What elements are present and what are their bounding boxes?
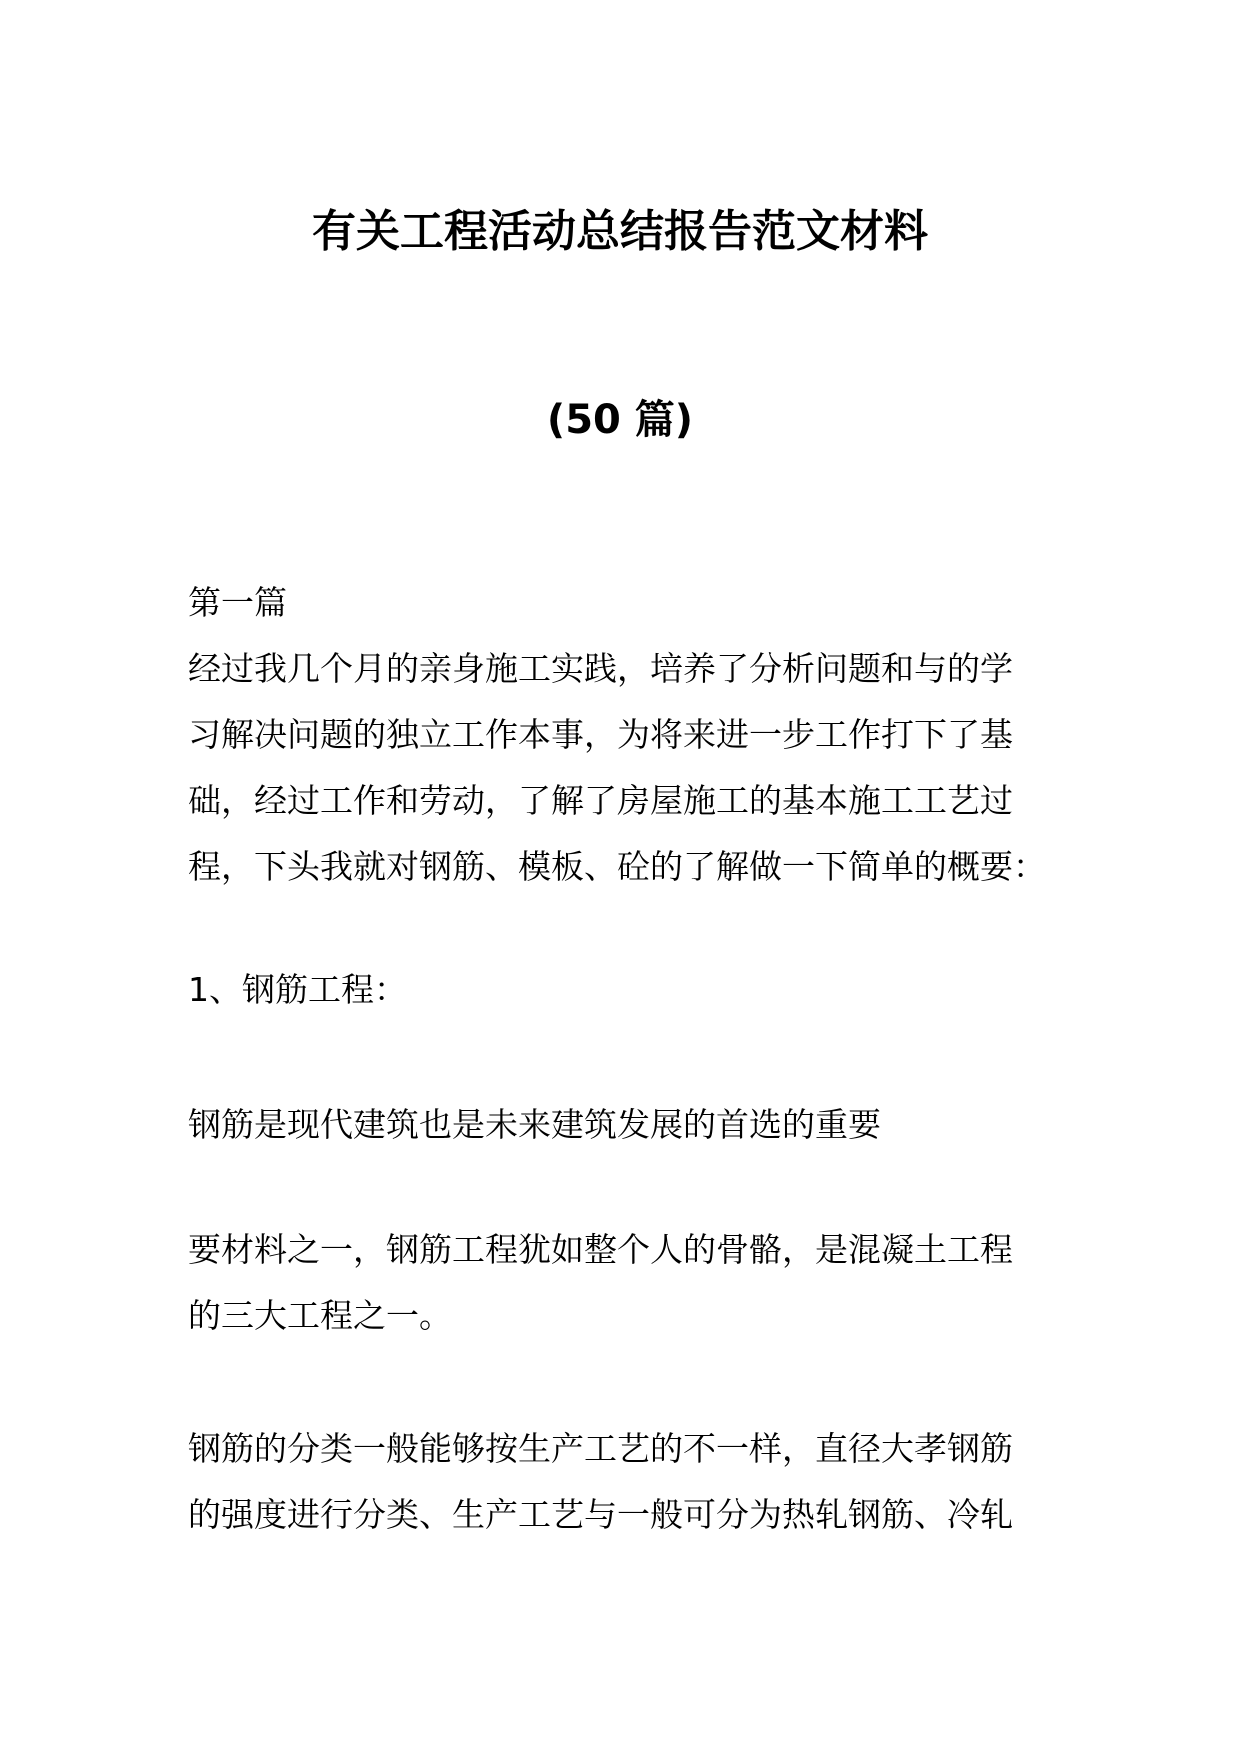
paragraph-line: 程，下头我就对钢筋、模板、砼的了解做一下简单的概要： — [188, 847, 1046, 886]
paragraph — [188, 1416, 1058, 1548]
paragraph-line: 钢筋是现代建筑也是未来建筑发展的首选的重要 — [188, 1105, 881, 1144]
paragraph-line: 要材料之一，钢筋工程犹如整个人的骨骼，是混凝土工程 — [188, 1230, 1013, 1269]
subheading-text: 1、钢筋工程： — [188, 970, 407, 1009]
subheading-rebar — [188, 957, 1058, 1023]
document-subtitle: (50 篇) — [546, 397, 694, 443]
paragraph-line: 的强度进行分类、生产工艺与一般可分为热轧钢筋、冷轧 — [188, 1495, 1013, 1534]
paragraph-line: 础，经过工作和劳动，了解了房屋施工的基本施工工艺过 — [188, 781, 1013, 820]
paragraph-line: 经过我几个月的亲身施工实践，培养了分析问题和与的学 — [188, 649, 1013, 688]
paragraph-line: 钢筋的分类一般能够按生产工艺的不一样，直径大孝钢筋 — [188, 1429, 1013, 1468]
paragraph-line: 的三大工程之一。 — [188, 1296, 452, 1335]
document-title: 有关工程活动总结报告范文材料 — [312, 206, 928, 257]
paragraph — [188, 1092, 1058, 1158]
section-label: 第一篇 — [188, 583, 287, 622]
section-first — [188, 570, 1058, 900]
paragraph — [188, 1217, 1058, 1349]
paragraph-line: 习解决问题的独立工作本事，为将来进一步工作打下了基 — [188, 715, 1013, 754]
